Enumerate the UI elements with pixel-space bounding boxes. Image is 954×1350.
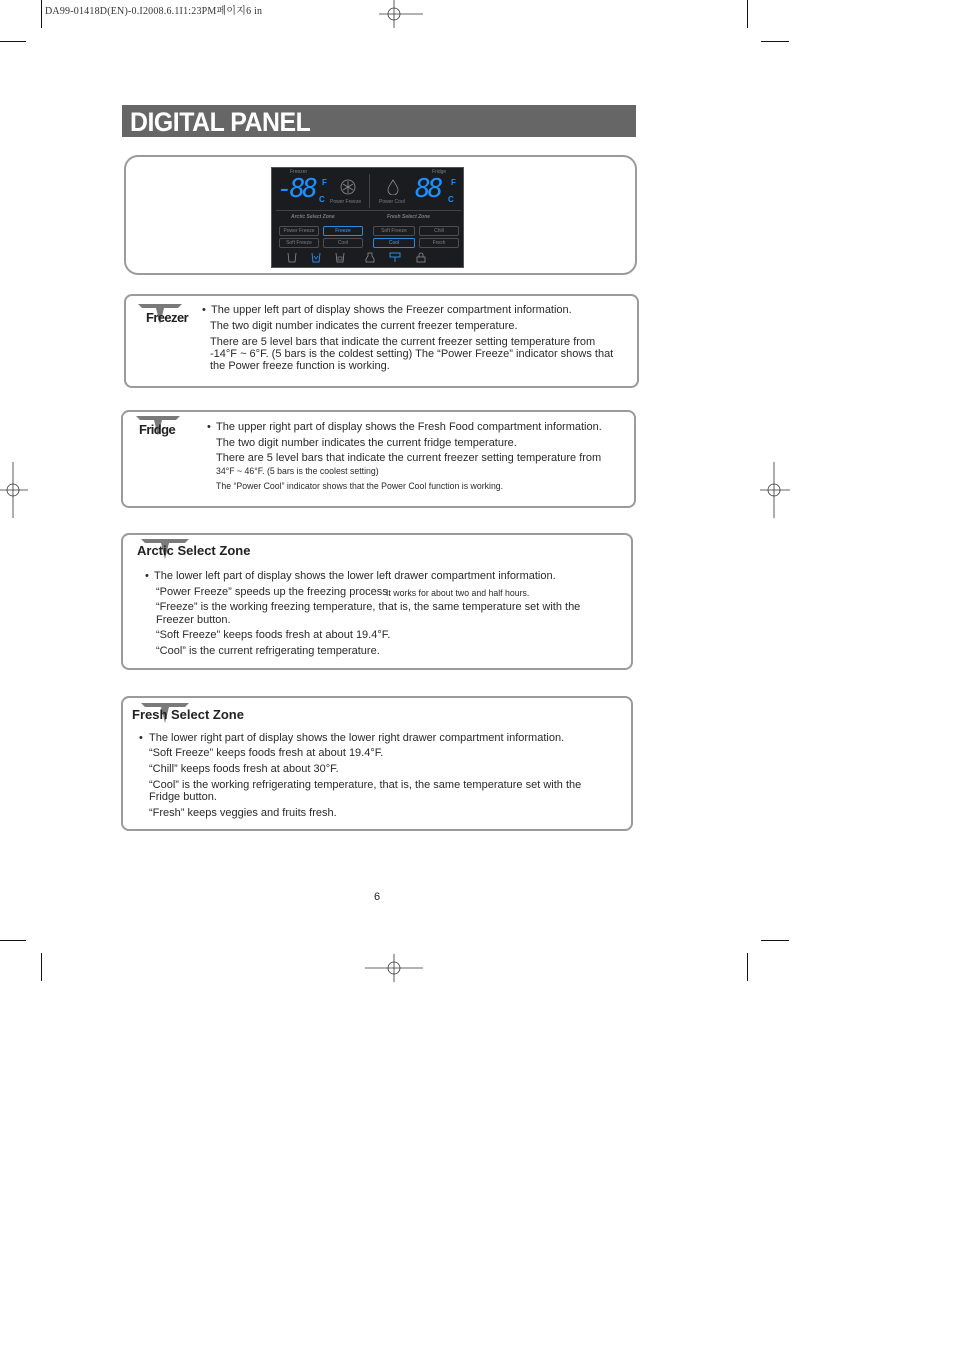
cup-icon: [287, 252, 297, 263]
arctic-line: “Soft Freeze” keeps foods fresh at about 19.4°F.: [156, 629, 391, 641]
fridge-line: There are 5 level bars that indicate the current freezer setting temperature from: [216, 452, 602, 464]
freezer-unit-f: F: [322, 178, 327, 187]
arctic-line: “Freeze” is the working freezing temperature, that is, the same temperature set with the: [156, 601, 581, 613]
fresh-line: “Soft Freeze” keeps foods fresh at about 19.4°F.: [149, 747, 384, 759]
freezer-digits: -88: [277, 174, 315, 204]
freezer-line: The upper left part of display shows the Freezer compartment information.: [211, 304, 572, 316]
crop-mark: [747, 953, 748, 981]
freezer-line: The two digit number indicates the current freezer temperature.: [210, 320, 518, 332]
fresh-cool-button[interactable]: Cool: [373, 238, 415, 248]
fresh-chill-button[interactable]: Chill: [419, 226, 459, 236]
panel-fridge-label: Fridge: [432, 169, 447, 175]
arctic-line: It works for about two and half hours.: [386, 588, 530, 599]
freezer-tag: Freezer: [146, 310, 189, 325]
page-number: 6: [374, 891, 381, 903]
fresh-bullet: •: [139, 732, 143, 744]
panel-divider: [276, 210, 461, 211]
arctic-zone-label: Arctic Select Zone: [291, 214, 335, 220]
file-info: DA99-01418D(EN)-0.I2008.6.1I1:23PM페이지6 in: [45, 6, 263, 17]
fridge-digits: 88: [415, 174, 441, 204]
registration-mark-top: [379, 0, 423, 28]
arctic-line: “Power Freeze” speeds up the freezing process.: [156, 586, 391, 598]
snowflake-icon: [340, 179, 356, 195]
crop-mark: [761, 940, 789, 941]
title-bar: [122, 105, 636, 137]
arctic-zone-title: Arctic Select Zone: [137, 543, 251, 558]
water-icon: [365, 252, 375, 263]
power-freeze-label: Power Freeze: [330, 199, 362, 205]
fridge-bullet: •: [207, 421, 211, 433]
freezer-unit-c: C: [319, 195, 325, 204]
freezer-bullet: •: [202, 304, 206, 316]
digital-panel-display: [271, 167, 464, 268]
fresh-line: “Cool” is the working refrigerating temperature, that is, the same temperature set with the: [149, 779, 582, 791]
registration-mark-left: [0, 462, 28, 518]
crushed-ice-icon: [335, 252, 345, 263]
crop-mark: [41, 953, 42, 981]
arctic-line: The lower left part of display shows the lower left drawer compartment information.: [154, 570, 556, 582]
fridge-unit-f: F: [451, 178, 456, 187]
lock-icon: [416, 252, 426, 263]
fresh-zone-label: Fresh Select Zone: [387, 214, 431, 220]
crop-mark: [0, 940, 26, 941]
arctic-freeze-button[interactable]: Freeze: [323, 226, 363, 236]
fridge-line: 34°F ~ 46°F. (5 bars is the coolest setting): [216, 466, 379, 477]
fresh-fresh-button[interactable]: Fresh: [419, 238, 459, 248]
fresh-line: “Chill” keeps foods fresh at about 30°F.: [149, 763, 339, 775]
fridge-line: The upper right part of display shows the Fresh Food compartment information.: [216, 421, 602, 433]
panel-freezer-label: Freezer: [290, 169, 308, 175]
fridge-line: The “Power Cool” indicator shows that the Power Cool function is working.: [216, 481, 504, 492]
fridge-tag: Fridge: [139, 422, 176, 437]
fresh-zone-title: Fresh Select Zone: [132, 707, 244, 722]
fridge-unit-c: C: [448, 195, 454, 204]
fresh-line: The lower right part of display shows the lower right drawer compartment information.: [149, 732, 565, 744]
registration-mark-right: [760, 462, 790, 518]
fresh-line: “Fresh” keeps veggies and fruits fresh.: [149, 807, 337, 819]
arctic-cool-button[interactable]: Cool: [323, 238, 363, 248]
power-cool-label: Power Cool: [379, 199, 405, 205]
panel-divider: [369, 174, 370, 208]
fresh-soft-freeze-button[interactable]: Soft Freeze: [373, 226, 415, 236]
arctic-power-freeze-button[interactable]: Power Freeze: [279, 226, 319, 236]
arctic-line: “Cool” is the current refrigerating temperature.: [156, 645, 380, 657]
freezer-line: the Power freeze function is working.: [210, 360, 390, 372]
water-drop-icon: [386, 179, 400, 195]
page-title: DIGITAL PANEL: [130, 107, 311, 137]
arctic-line: Freezer button.: [156, 614, 231, 626]
registration-mark-bottom: [365, 954, 423, 982]
ice-cup-icon: [311, 252, 321, 263]
fridge-line: The two digit number indicates the current fridge temperature.: [216, 437, 517, 449]
crop-mark: [761, 41, 789, 42]
crop-mark: [41, 0, 42, 28]
dispenser-light-icon: [389, 252, 401, 263]
arctic-bullet: •: [145, 570, 149, 582]
arctic-soft-freeze-button[interactable]: Soft Freeze: [279, 238, 319, 248]
crop-mark: [0, 41, 26, 42]
crop-mark: [747, 0, 748, 28]
fresh-line: Fridge button.: [149, 791, 217, 803]
freezer-line: -14°F ~ 6°F. (5 bars is the coldest setting) The “Power Freeze” indicator shows that: [210, 348, 614, 360]
freezer-line: There are 5 level bars that indicate the current freezer setting temperature from: [210, 336, 596, 348]
